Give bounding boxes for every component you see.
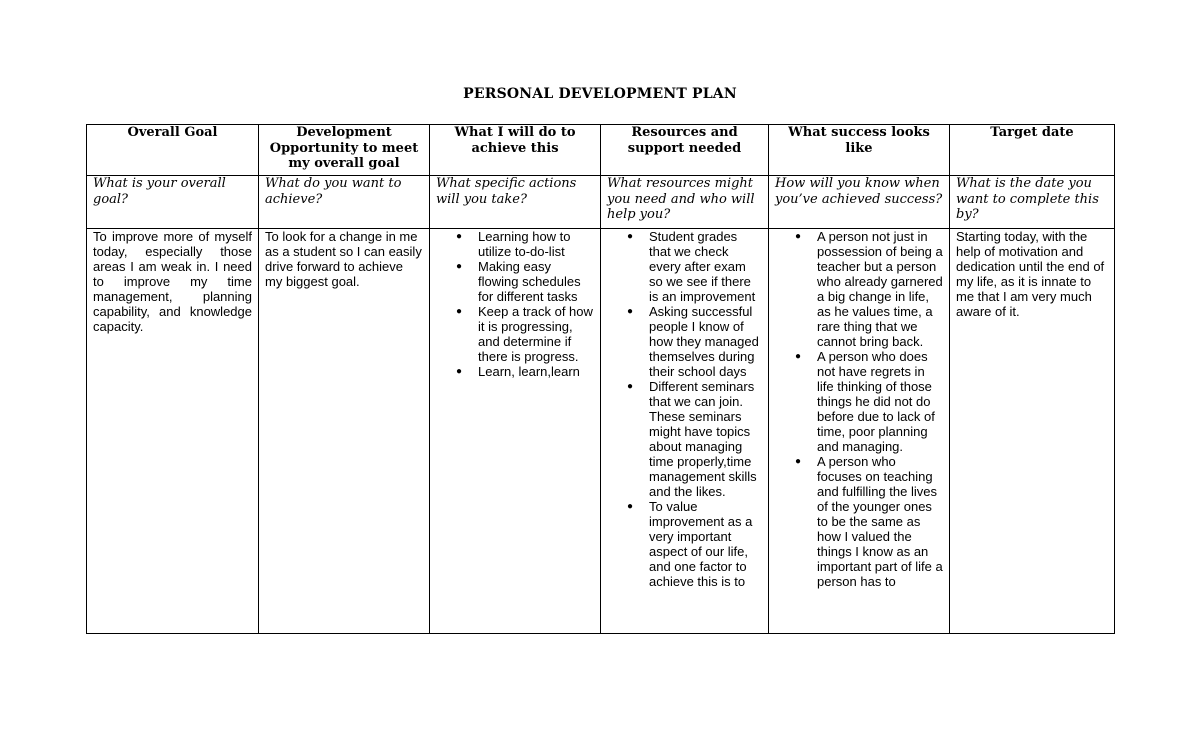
list-item: ● Different seminars that we can join. These seminars might have topics about managing time properly,time management skills and the likes. <box>649 379 762 499</box>
page-title: PERSONAL DEVELOPMENT PLAN <box>463 86 737 102</box>
target-date-text: Starting today, with the help of motivation and dedication until the end of my life, as it is innate to me that I am very much aware of it. <box>956 229 1105 319</box>
prompt-resources: What resources might you need and who will help you? <box>601 176 769 229</box>
list-item: ● Asking successful people I know of how they managed themselves during their school days <box>649 304 762 379</box>
header-actions: What I will do to achieve this <box>430 125 601 176</box>
content-row <box>87 229 1115 634</box>
success-cell <box>769 229 950 634</box>
target-date-cell <box>950 229 1115 634</box>
header-development-opportunity: Development Opportunity to meet my overall goal <box>259 125 430 176</box>
development-opportunity-text: To look for a change in me as a student so I can easily drive forward to achieve my biggest goal. <box>265 229 422 289</box>
prompt-row <box>87 176 1115 229</box>
list-item: ● Student grades that we check every after exam so we see if there is an improvement <box>649 229 762 304</box>
development-opportunity-cell <box>259 229 430 634</box>
list-item: ● A person who focuses on teaching and fulfilling the lives of the younger ones to be the same as how I valued the things I know as an important part of life a person has to <box>817 454 943 589</box>
header-overall-goal: Overall Goal <box>87 125 259 176</box>
overall-goal-cell <box>87 229 259 634</box>
list-item: ● Learning how to utilize to-do-list <box>478 229 594 259</box>
list-item: ● To value improvement as a very important aspect of our life, and one factor to achieve this is to <box>649 499 762 589</box>
prompt-overall-goal: What is your overall goal? <box>87 176 259 229</box>
overall-goal-text: To improve more of myself today, especially those areas I am weak in. I need to improve my time management, planning capability, and knowledge capacity. <box>93 229 252 334</box>
prompt-success: How will you know when you’ve achieved success? <box>769 176 950 229</box>
list-item: ● Keep a track of how it is progressing, and determine if there is progress. <box>478 304 594 364</box>
header-row <box>87 125 1115 176</box>
list-item: ● Learn, learn,learn <box>478 364 594 379</box>
list-item: ● A person who does not have regrets in life thinking of those things he did not do before due to lack of time, poor planning and managing. <box>817 349 943 454</box>
header-success: What success looks like <box>769 125 950 176</box>
header-resources: Resources and support needed <box>601 125 769 176</box>
resources-cell <box>601 229 769 634</box>
actions-list <box>436 229 594 379</box>
resources-list <box>607 229 762 589</box>
success-list <box>775 229 943 589</box>
list-item: ● Making easy flowing schedules for different tasks <box>478 259 594 304</box>
prompt-actions: What specific actions will you take? <box>430 176 601 229</box>
prompt-target-date: What is the date you want to complete this by? <box>950 176 1115 229</box>
development-plan-table <box>86 124 1115 634</box>
actions-cell <box>430 229 601 634</box>
header-target-date: Target date <box>950 125 1115 176</box>
prompt-development-opportunity: What do you want to achieve? <box>259 176 430 229</box>
list-item: ● A person not just in possession of being a teacher but a person who already garnered a big change in life, as he values time, a rare thing that we cannot bring back. <box>817 229 943 349</box>
